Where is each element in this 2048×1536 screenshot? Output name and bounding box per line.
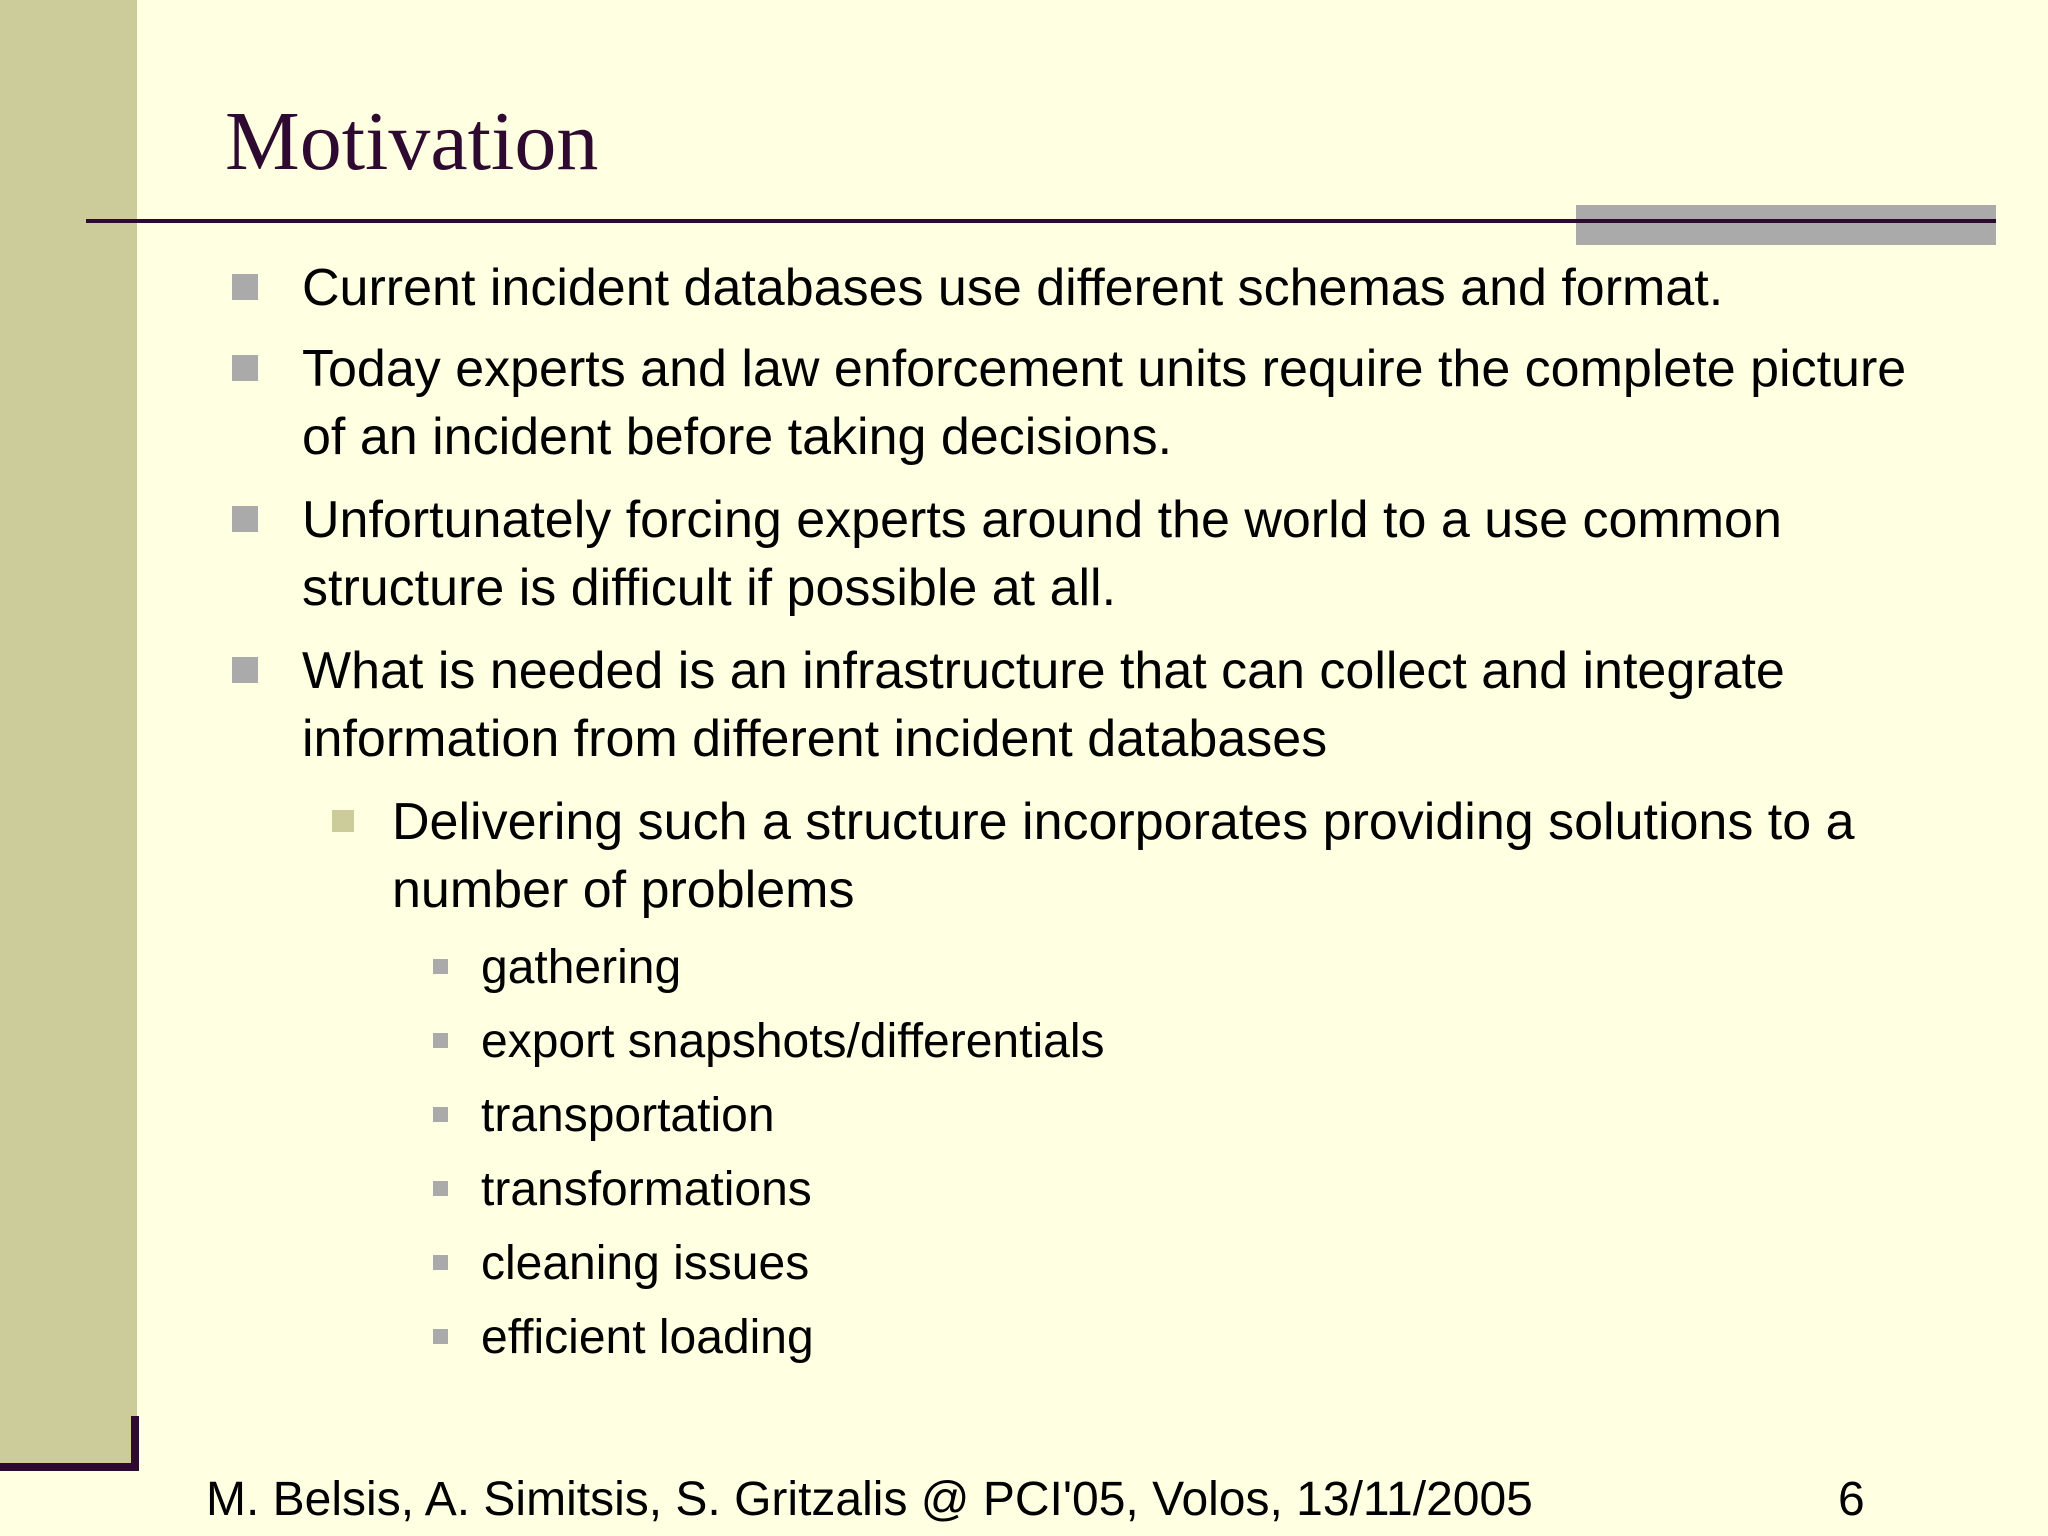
- bullet-item: [302, 637, 1942, 773]
- bullet-item: [302, 254, 1942, 322]
- square-bullet-icon: [433, 1107, 448, 1122]
- sub-sub-bullet-item: [481, 1153, 812, 1227]
- square-bullet-icon: [332, 810, 354, 832]
- sub-sub-bullet-text: export snapshots/differentials: [481, 1015, 1105, 1068]
- bullet-item: [302, 335, 1942, 471]
- sub-sub-bullet-text: efficient loading: [481, 1311, 814, 1364]
- bullet-item: [302, 486, 1942, 622]
- square-bullet-icon: [433, 959, 448, 974]
- sub-bullet-text: Delivering such a structure incorporates providing solutions to a number of problems: [392, 793, 1855, 919]
- sub-sub-bullet-text: cleaning issues: [481, 1237, 810, 1290]
- square-bullet-icon: [232, 355, 258, 381]
- square-bullet-icon: [232, 657, 258, 683]
- square-bullet-icon: [433, 1329, 448, 1344]
- sub-sub-bullet-text: gathering: [481, 941, 682, 994]
- square-bullet-icon: [433, 1033, 448, 1048]
- bullet-text: Unfortunately forcing experts around the world to a use common structure is difficult if possible at all.: [302, 491, 1782, 617]
- slide-title: Motivation: [225, 95, 599, 188]
- sub-sub-bullet-item: [481, 1227, 809, 1301]
- bullet-text: What is needed is an infrastructure that can collect and integrate information from different incident databases: [302, 642, 1785, 768]
- page-number: 6: [1838, 1473, 1865, 1526]
- sub-sub-bullet-text: transformations: [481, 1163, 812, 1216]
- square-bullet-icon: [433, 1181, 448, 1196]
- sub-sub-bullet-item: [481, 1079, 775, 1153]
- sub-bullet-item: [392, 788, 1972, 924]
- sub-sub-bullet-item: [481, 1301, 814, 1375]
- sub-sub-bullet-item: [481, 931, 681, 1005]
- slide-footer: M. Belsis, A. Simitsis, S. Gritzalis @ PCI'05, Volos, 13/11/2005: [206, 1473, 1533, 1526]
- bullet-text: Current incident databases use different schemas and format.: [302, 259, 1724, 317]
- square-bullet-icon: [232, 274, 258, 300]
- square-bullet-icon: [433, 1255, 448, 1270]
- bullet-text: Today experts and law enforcement units require the complete picture of an incident before taking decisions.: [302, 340, 1907, 466]
- square-bullet-icon: [232, 506, 258, 532]
- sub-sub-bullet-item: [481, 1005, 1104, 1079]
- sub-sub-bullet-text: transportation: [481, 1089, 775, 1142]
